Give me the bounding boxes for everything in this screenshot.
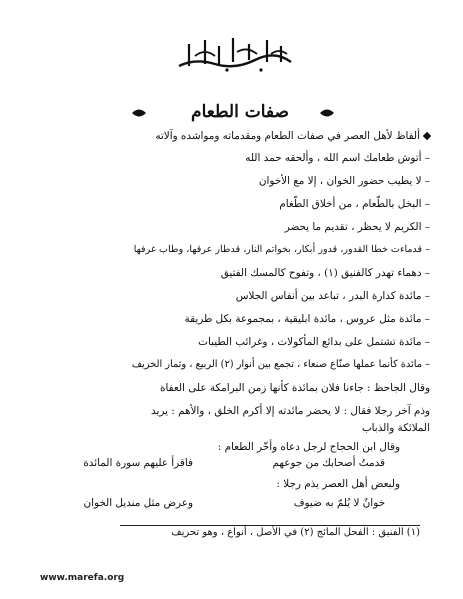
text-line: – لا يطيب حضور الخوان ، إلا مع الأخوان [258, 175, 430, 187]
right-ornament-icon [318, 106, 336, 120]
verse-2-second-hemistich: وعرض مثل منديل الخوان [83, 497, 193, 509]
text-line: الملائكة والذباب [361, 422, 430, 434]
text-line: – مائدة تشتمل على بدائع المأكولات ، وغرائب الطيبات [198, 336, 430, 348]
verse-1-second-hemistich: فاقرأ عليهم سورة المائدة [83, 457, 193, 469]
text-line: وذم آخر رجلا فقال : لا يحضر مائدته إلا أكرم الخلق ، والأهم : يريد [151, 405, 430, 417]
basmala-calligraphy [175, 36, 295, 74]
text-line: – أتوش طعامك اسم الله ، وألحقه حمد الله [245, 152, 430, 164]
footnote: (١) الفنيق : الفحل المائج (٢) في الأصل ، أنواع ، وهو تحريف [171, 527, 420, 538]
text-line: – قدماءت خطا القدور، قدور أبكار، بخواتم النار، قدطار عرقها، وطاب غرفها [133, 244, 430, 255]
intro-line: ألفاظ لأهل العصر في صفات الطعام ومقدماته ومواشده وآلاته [155, 129, 430, 143]
text-line: – الكريم لا يحظر ، تقديم ما يحضر [284, 221, 430, 233]
source-url: www.marefa.org [40, 573, 125, 583]
text-line: وقال الجاحظ : جاءنا فلان بمائدة كأنها زمن البرامكة على العفاة [160, 382, 430, 394]
text-line: – البخل بالطّعام ، من أخلاق الطّغام [279, 198, 430, 210]
bullet-icon [423, 132, 431, 140]
text-line: – دهماء تهدر كالفنيق (١) ، وتفوح كالمسك الفتيق [220, 267, 430, 279]
page-title: صفات الطعام [191, 102, 289, 122]
text-line: – مائدة كأنما عملها صنّاع صنعاء ، تجمع بين أنوار (٢) الربيع ، وثمار الخريف [131, 359, 430, 370]
left-ornament-icon [130, 106, 148, 120]
text-line: – مائدة مثل عروس ، مائدة ابليقية ، بمجموعة بكل طريقة [184, 313, 430, 325]
text-line: ولبعض أهل العصر يذم رجلا : [276, 478, 400, 490]
text-line: – مائدة كدارة البدر ، تباعد بين أنفاس الجلاس [235, 290, 430, 302]
footnote-divider [120, 525, 420, 526]
text-line: وقال ابن الحجاج لرجل دعاه وأخّر الطعام : [217, 441, 400, 453]
verse-1-first-hemistich: قدمتُ أصحابك من جوعهم [272, 457, 385, 469]
verse-2-first-hemistich: خوانٌ لا يُلمّ به ضيوف [293, 497, 385, 509]
